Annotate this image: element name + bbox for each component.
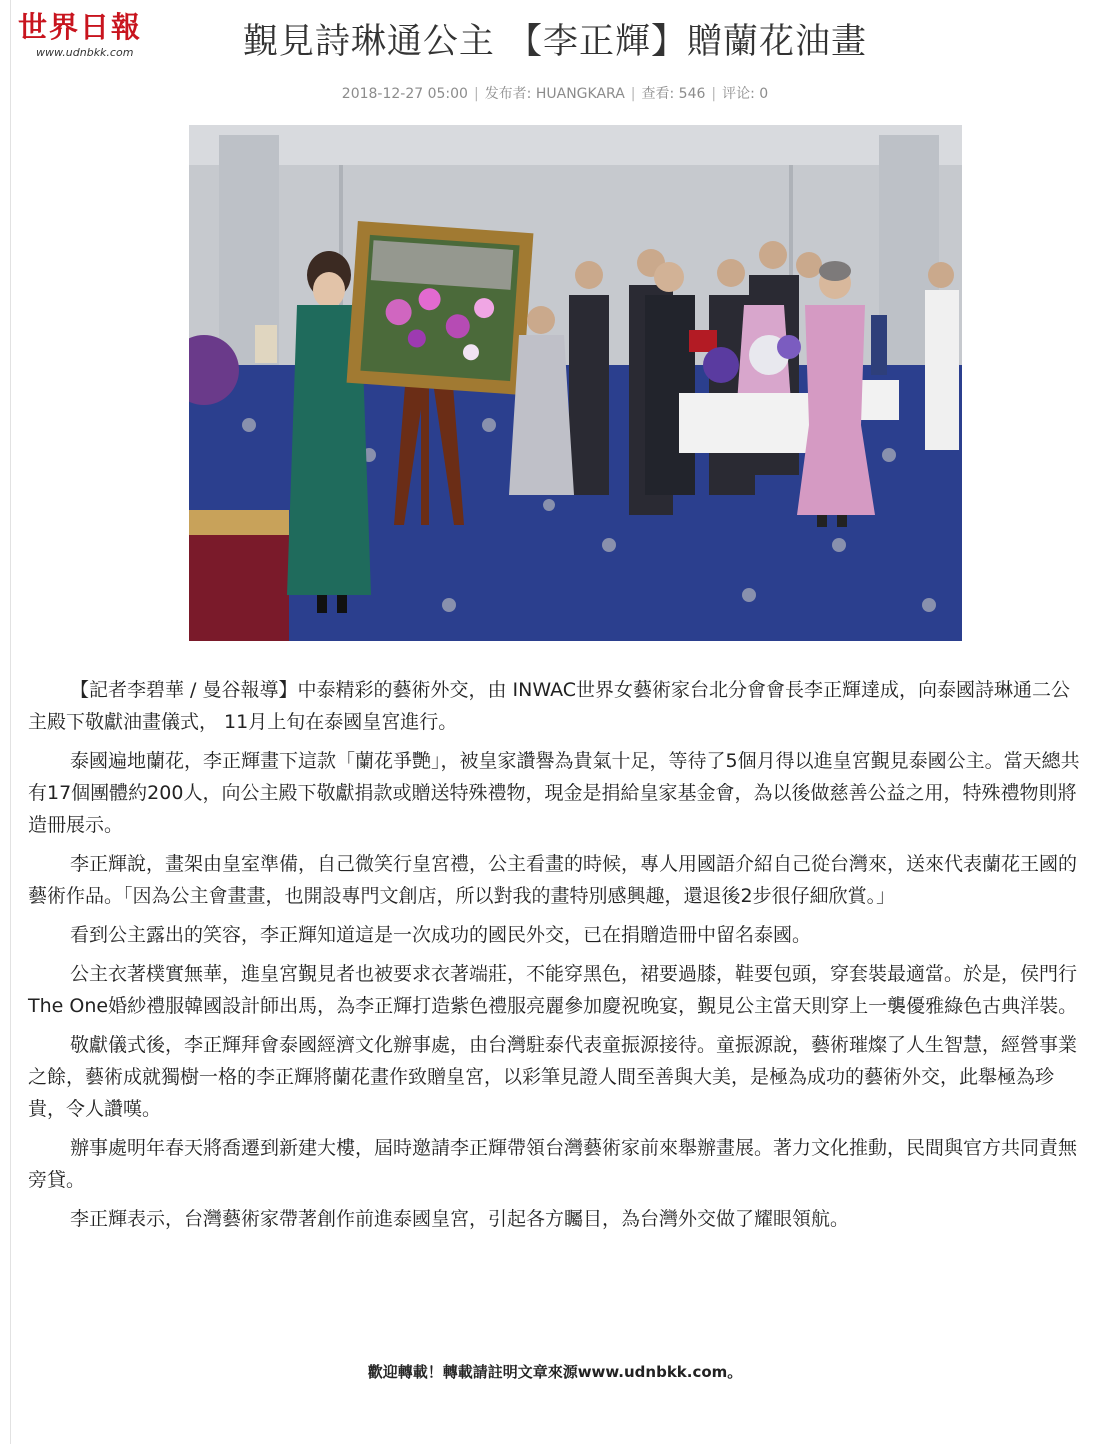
article-paragraph: 泰國遍地蘭花，李正輝畫下這款「蘭花爭艷」，被皇家讚譽為貴氣十足，等待了5個月得以進皇宮覲見泰國公主。當天總共有17個團體約200人，向公主殿下敬獻捐款或贈送特殊禮物，現金是捐給皇家基金會，為以後做慈善公益之用，特殊禮物則將造冊展示。	[28, 750, 1080, 836]
article-paragraph: 李正輝表示，台灣藝術家帶著創作前進泰國皇宮，引起各方矚目，為台灣外交做了耀眼領航。	[70, 1208, 850, 1230]
article-meta	[150, 84, 960, 104]
meta-separator: |	[711, 86, 717, 102]
meta-separator: |	[473, 86, 479, 102]
article-paragraph: 看到公主露出的笑容，李正輝知道這是一次成功的國民外交，已在捐贈造冊中留名泰國。	[70, 924, 812, 946]
reprint-notice: 歡迎轉載！轉載請註明文章來源www.udnbkk.com。	[367, 1363, 743, 1381]
article-title: 覲見詩琳通公主 【李正輝】贈蘭花油畫	[242, 22, 868, 62]
article-paragraph: 敬獻儀式後，李正輝拜會泰國經濟文化辦事處，由台灣駐泰代表童振源接待。童振源說，藝術璀燦了人生智慧，經營事業之餘，藝術成就獨樹一格的李正輝將蘭花畫作致贈皇宮，以彩筆見證人間至善與大美，是極為成功的藝術外交，此舉極為珍貴，令人讚嘆。	[28, 1034, 1078, 1120]
meta-date: 2018-12-27 05:00	[341, 86, 468, 102]
logo-text: 世界日報	[18, 10, 143, 44]
article-paragraph: 【記者李碧華 / 曼谷報導】中泰精彩的藝術外交，由 INWAC世界女藝術家台北分會會長李正輝達成，向泰國詩琳通二公主殿下敬獻油畫儀式， 11月上旬在泰國皇宮進行。	[28, 679, 1071, 733]
meta-publisher[interactable]: 发布者: HUANGKARA	[484, 86, 625, 102]
article-paragraph: 辦事處明年春天將喬遷到新建大樓，屆時邀請李正輝帶領台灣藝術家前來舉辦畫展。著力文化推動，民間與官方共同責無旁貸。	[28, 1137, 1078, 1191]
article-body	[28, 674, 1080, 1242]
site-logo[interactable]	[14, 6, 176, 62]
page-left-border	[10, 0, 11, 1444]
article-paragraph: 李正輝說，畫架由皇室準備，自己微笑行皇宮禮，公主看畫的時候，專人用國語介紹自己從台灣來，送來代表蘭花王國的藝術作品。「因為公主會畫畫，也開設專門文創店，所以對我的畫特別感興趣，還退後2步很仔細欣賞。」	[28, 853, 1078, 907]
meta-comments[interactable]: 评论: 0	[722, 86, 769, 102]
logo-url: www.udnbkk.com	[36, 46, 134, 59]
meta-views: 查看: 546	[641, 86, 706, 102]
article-photo	[189, 125, 962, 641]
meta-separator: |	[630, 86, 636, 102]
article-paragraph: 公主衣著樸實無華，進皇宮覲見者也被要求衣著端莊，不能穿黑色，裙要過膝，鞋要包頭，穿套裝最適當。於是，侯門行The One婚紗禮服韓國設計師出馬，為李正輝打造紫色禮服亮麗參加慶祝晚宴，覲見公主當天則穿上一襲優雅綠色古典洋裝。	[28, 963, 1078, 1017]
palace-ceremony-photo	[189, 125, 962, 641]
